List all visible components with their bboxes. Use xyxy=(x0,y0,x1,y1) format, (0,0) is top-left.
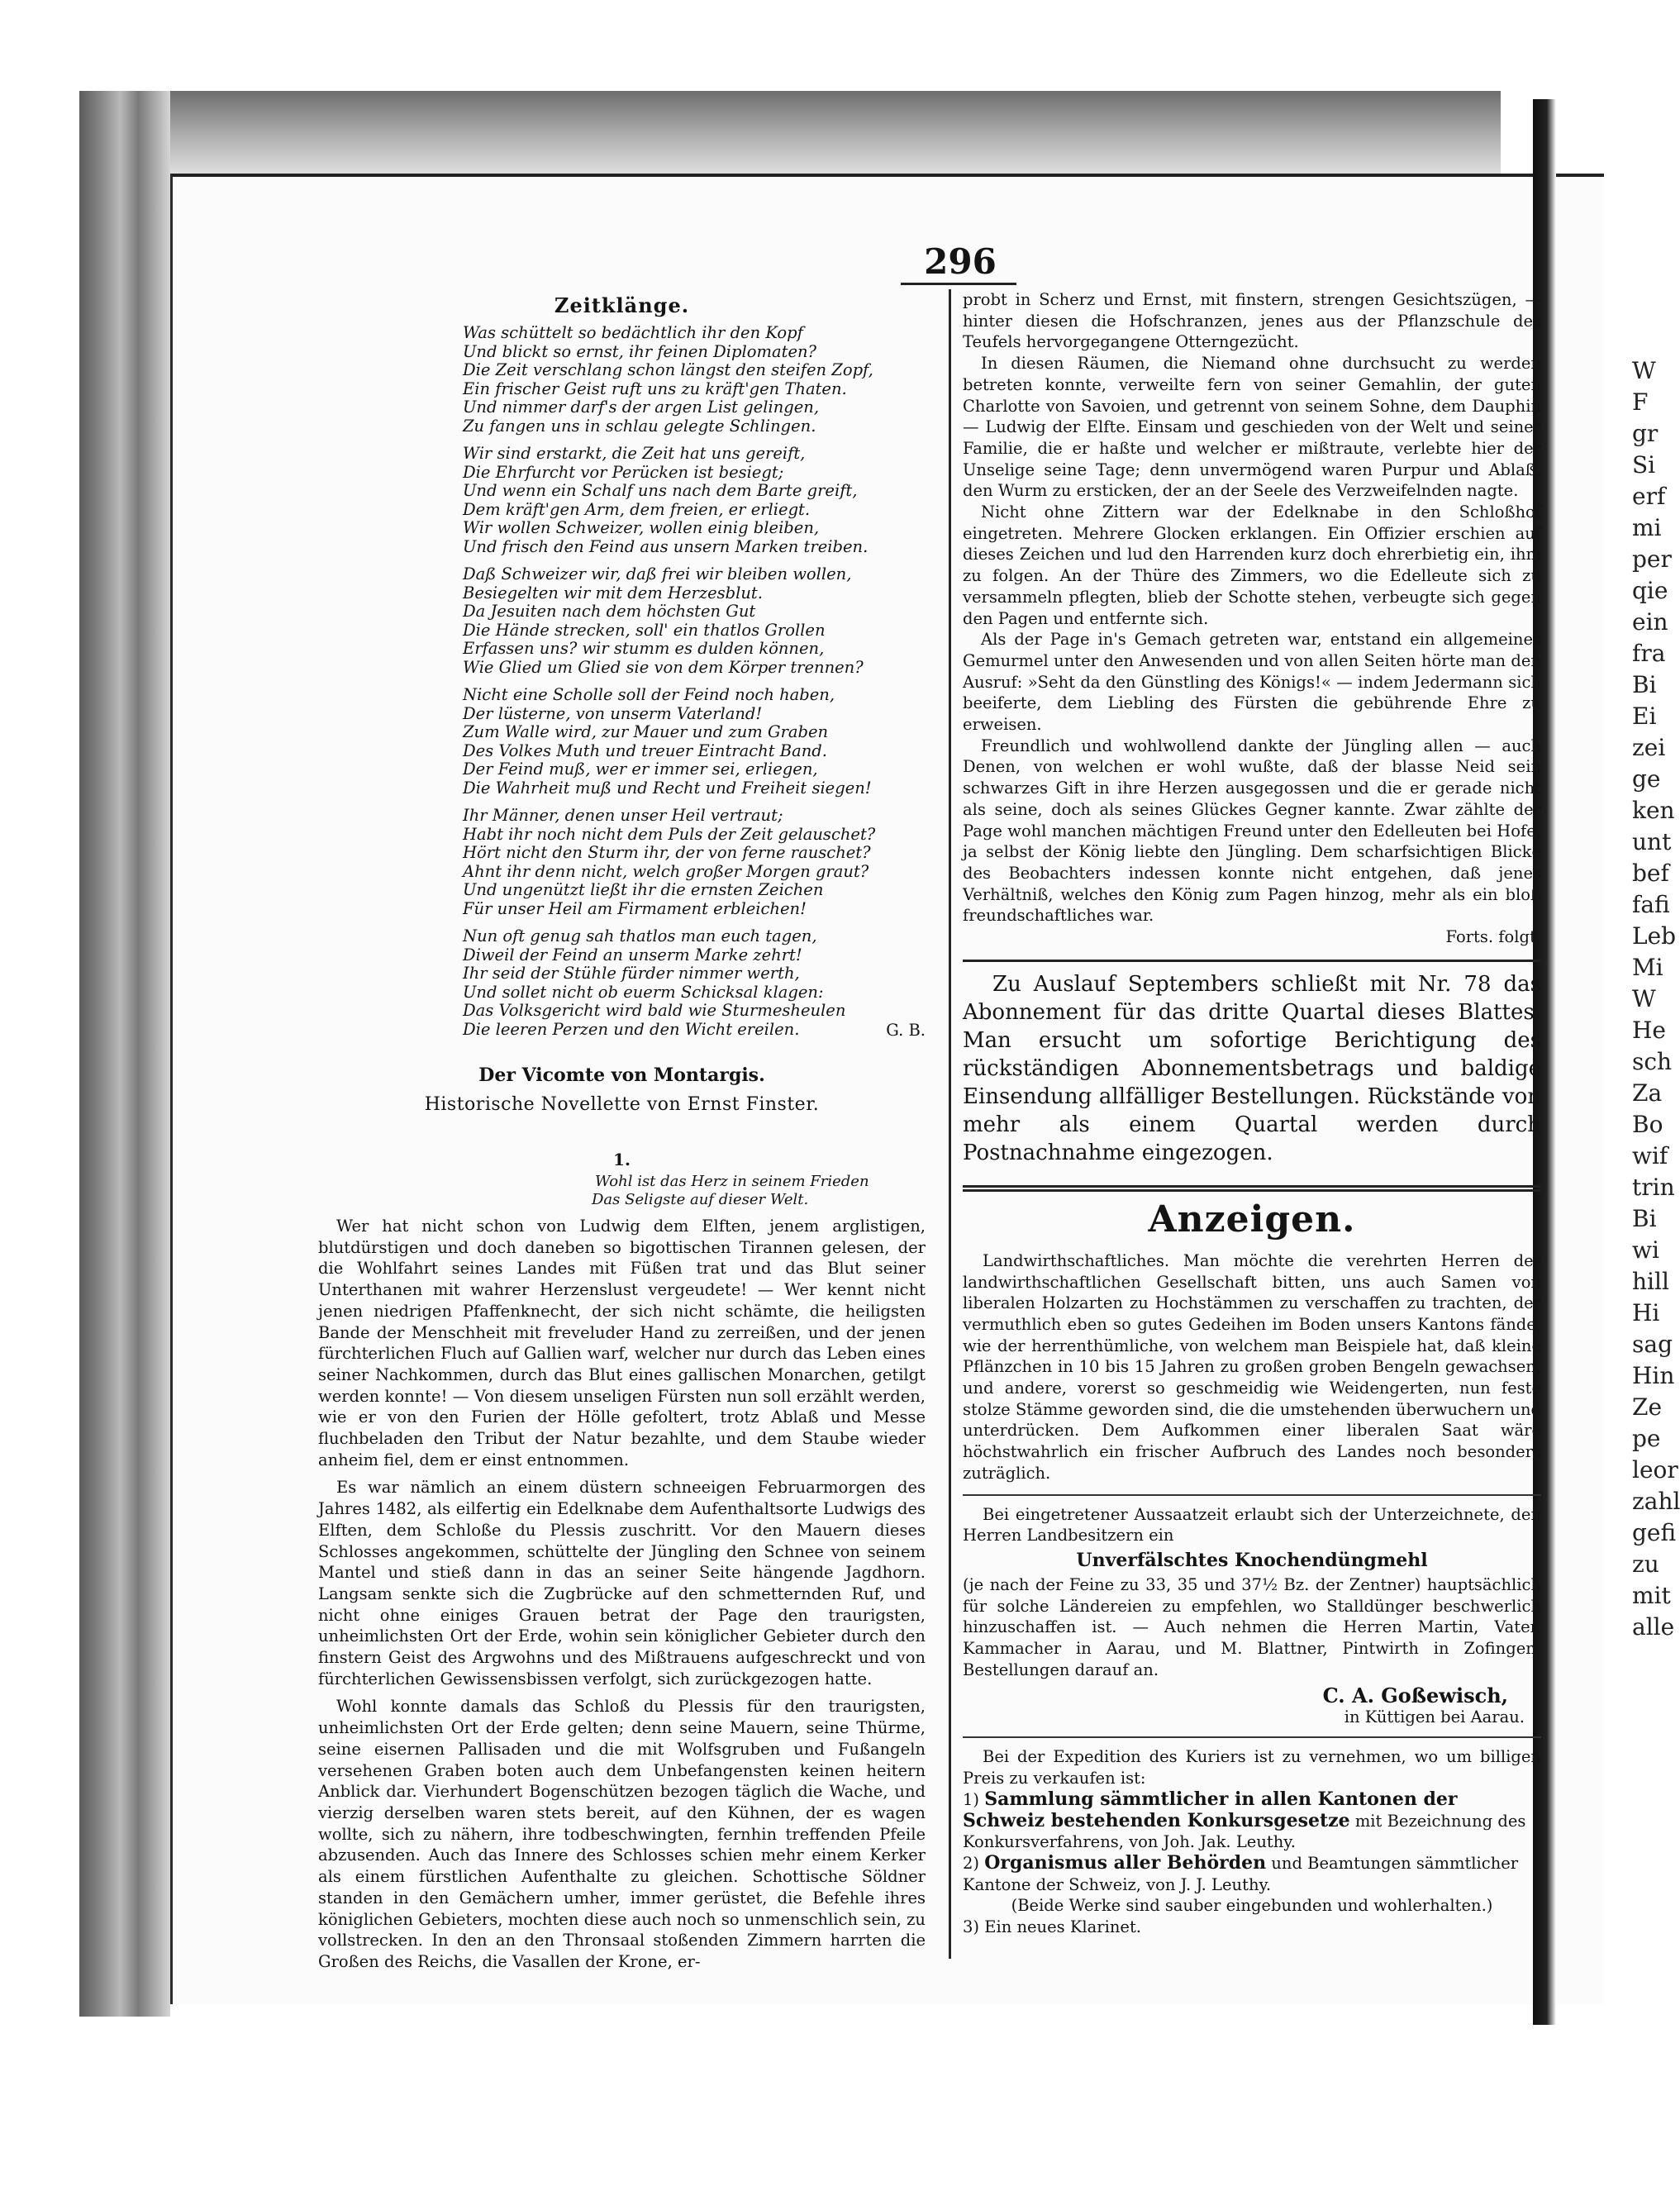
item-text: mit Bezeichnung des Konkursverfahrens, von Joh. Jak. Leuthy. xyxy=(963,1811,1526,1852)
neighbor-fragment: Ze xyxy=(1632,1393,1663,1421)
neighbor-fragment: qie xyxy=(1632,577,1668,604)
neighbor-fragment: Mi xyxy=(1632,954,1663,981)
poem-line: Die Hände strecken, soll' ein thatlos Grollen xyxy=(463,620,826,640)
book-binding-edge xyxy=(79,91,170,2017)
double-rule xyxy=(963,1185,1541,1192)
page-number-rule xyxy=(901,283,1016,285)
neighbor-fragment: sag xyxy=(1632,1331,1673,1358)
poem-stanza xyxy=(463,324,926,436)
ad-duenger-location: in Küttigen bei Aarau. xyxy=(1344,1707,1525,1727)
neighbor-fragment: erf xyxy=(1632,483,1666,510)
chapter-motto xyxy=(592,1173,926,1209)
neighbor-fragment: zei xyxy=(1632,734,1666,761)
ad-duenger-signature: C. A. Goßewisch, xyxy=(1322,1684,1508,1708)
neighbor-fragment: zahl xyxy=(1632,1488,1680,1515)
neighbor-fragment: pe xyxy=(1632,1425,1661,1452)
poem-line: Habt ihr noch nicht dem Puls der Zeit gelauschet? xyxy=(463,824,876,844)
story-subtitle: Historische Novellette von Ernst Finster. xyxy=(424,1094,820,1115)
poem-line: Und ungenützt ließt ihr die ernsten Zeichen xyxy=(463,880,824,899)
item-number: 3) xyxy=(963,1917,980,1937)
poem-line: Die Zeit verschlang schon längst den steifen Zopf, xyxy=(463,360,873,379)
right-column xyxy=(963,289,1541,1938)
item-text: und Beamtungen sämmtlicher Kantone der Schweiz, von J. J. Leuthy. xyxy=(963,1853,1519,1894)
neighbor-fragment: Bi xyxy=(1632,1205,1657,1232)
poem-line: Zu fangen uns in schlau gelegte Schlingen. xyxy=(463,416,816,436)
neighbor-fragment: ge xyxy=(1632,765,1661,793)
story-continuation: In diesen Räumen, die Niemand ohne durchsucht zu werden betreten konnte, verweilte fern von seiner Gemahlin, der guten Charlotte von Savoien, und getrennt von seinem Sohne, dem Dauphin — Ludwig der Elfte. Einsam und geschieden von der Welt und seiner Familie, die er haßte und welcher er mißtraute, verlebte hier der Unselige seine Tage; denn unvermögend waren Purpur und Ablaß, den Wurm zu ersticken, der an der Seele des Verzweifelnden nagte. xyxy=(963,354,1541,501)
neighbor-fragment: wi xyxy=(1632,1236,1659,1264)
poem-line: Nicht eine Scholle soll der Feind noch haben, xyxy=(463,685,835,704)
neighbor-fragment: bef xyxy=(1632,860,1669,887)
ad-duenger-intro: Bei eingetretener Aussaatzeit erlaubt sich der Unterzeichnete, den Herren Landbesitzern ein xyxy=(963,1504,1541,1545)
ad-landwirthschaft: Landwirthschaftliches. Man möchte die verehrten Herren der landwirthschaftlichen Gesellschaft bitten, uns auch Samen von liberalen Holzarten zu Hochstämmen zu verschaffen zu trachten, der vermuthlich eben so gutes Gedeihen im Boden unsers Kantons fände, wie der herrenthümliche, von welchem man Beispiele hat, daß kleine Pflänzchen in 10 bis 15 Jahren zu großen groben Bengeln gewachsen, und andere, vorerst so geschmeidig wie Weidengerten, nun feste stolze Stämme geworden sind, die die umstehenden überwuchern und unterdrücken. Dem Aufkommen einer liberalen Saat wäre höchstwahrlich ein frischer Aufbruch des Landes noch besonders zuträglich. xyxy=(963,1250,1541,1483)
ad-divider xyxy=(963,1736,1541,1738)
neighbor-fragment: gr xyxy=(1632,420,1659,447)
neighbor-fragment: Bo xyxy=(1632,1111,1663,1138)
story-continuation: Freundlich und wohlwollend dankte der Jüngling allen — auch Denen, von welchen er wohl wußte, daß der blasse Neid sein schwarzes Gift in ihre Herzen ausgegossen und die er gerade nicht als seine, doch als seines Glückes Gegner kannte. Zwar zählte der Page wohl manchen mächtigen Freund unter den Edelleuten bei Hofe, ja selbst der König liebte den Jüngling. Dem scharfsichtigen Blicke des Beobachters indessen konnte nicht entgehen, daß jenes Verhältniß, welches den König zum Pagen hinzog, mehr als ein bloß freundschaftliches war. xyxy=(963,736,1541,926)
neighbor-fragment: F xyxy=(1632,388,1649,416)
poem-signature: G. B. xyxy=(886,1021,926,1040)
ad-duenger-product: Unverfälschtes Knochendüngmehl xyxy=(1076,1549,1428,1571)
neighbor-fragment: ein xyxy=(1632,608,1668,636)
neighbor-fragment: Hin xyxy=(1632,1362,1675,1389)
ad-list-note: (Beide Werke sind sauber eingebunden und wohlerhalten.) xyxy=(1011,1896,1493,1916)
neighbor-fragment: Si xyxy=(1632,451,1656,479)
poem-line: Dem kräft'gen Arm, dem freien, er erliegt. xyxy=(463,499,811,519)
poem-line: Für unser Heil am Firmament erbleichen! xyxy=(463,898,807,918)
neighbor-fragment: hill xyxy=(1632,1268,1669,1295)
chapter-number: 1. xyxy=(613,1150,631,1169)
neighbor-fragment: Za xyxy=(1632,1079,1663,1107)
poem-line: Der Feind muß, wer er immer sei, erliegen, xyxy=(463,760,818,779)
story-paragraph: Es war nämlich an einem düstern schneeigen Februarmorgen des Jahres 1482, als eilfertig ein Edelknabe dem Aufenthaltsorte Ludwigs des Elften, dem Schloße du Plessis zuschritt. Vor den Mauern dieses Schlosses angekommen, schüttelte der Jüngling den Schnee von seinem Mantel und stieß dann in das an seiner Seite hängende Jagdhorn. Langsam senkte sich die Zugbrücke auf den schmetternden Ruf, und nicht ohne einiges Grauen betrat der Page den traurigsten, unheimlichsten Ort der Erde, wohin sein königlicher Gebieter durch den finstern Geist des Argwohns und des Mißtrauens aufgeschreckt und von fürchterlichen Gewissensbissen verfolgt, sich zurückgezogen hatte. xyxy=(318,1478,926,1688)
neighbor-fragment: mi xyxy=(1632,514,1662,541)
neighbor-fragment: Bi xyxy=(1632,671,1657,698)
poem-title: Zeitklänge. xyxy=(554,293,690,317)
poem-line: Der lüsterne, von unserm Vaterland! xyxy=(463,703,763,723)
ad-list-item xyxy=(963,1917,1541,1938)
poem-stanza xyxy=(463,686,926,798)
item-title: Sammlung sämmtlicher in allen Kantonen der Schweiz bestehenden Konkursgesetze xyxy=(963,1788,1458,1831)
column-divider xyxy=(949,289,951,1959)
item-text: Ein neues Klarinet. xyxy=(984,1917,1141,1937)
poem-stanza xyxy=(463,807,926,918)
page-number: 296 xyxy=(924,241,997,282)
poem-line: Nun oft genug sah thatlos man euch tagen, xyxy=(463,926,817,945)
neighbor-fragment: Leb xyxy=(1632,922,1677,950)
neighbor-fragment: Ei xyxy=(1632,702,1657,730)
story-paragraph: Wer hat nicht schon von Ludwig dem Elften, jenem arglistigen, blutdürstigen und doch daneben so bigottischen Tirannen gelesen, der die Wohlfahrt seines Landes mit Füßen trat und das Blut seiner Unterthanen mit wahrer Herzenslust vergeudete! — Wer kennt nicht jenen niedrigen Pfaffenknecht, der sich nicht schämte, die heiligsten Bande der Menschheit mit freveluder Hand zu zerreißen, und der jenen fürchterlichen Fluch auf Gallien warf, welcher nur durch das Leben eines seiner Nachkommen, durch das Blut eines gallischen Monarchen, getilgt werden konnte! — Von diesem unseligen Fürsten nun soll erzählt werden, wie er von den Furien der Hölle gefoltert, trotz Ablaß und Messe fluchbeladen den Tribut der Natur bezahlte, und dem Staube wieder anheim fiel, dem er einst entnommen. xyxy=(318,1217,926,1469)
story-title: Der Vicomte von Montargis. xyxy=(478,1064,765,1086)
item-number: 2) xyxy=(963,1853,980,1873)
neighbor-fragment: Hi xyxy=(1632,1299,1660,1326)
story-continuation: Als der Page in's Gemach getreten war, entstand ein allgemeines Gemurmel unter den Anwesenden und von allen Seiten hörte man den Ausruf: »Seht da den Günstling des Königs!« — indem Jedermann sich beeiferte, dem Liebling des Fürsten die gebührende Ehre zu erweisen. xyxy=(963,630,1541,735)
neighbor-fragment: mit xyxy=(1632,1582,1671,1609)
neighbor-fragment: wif xyxy=(1632,1142,1668,1169)
poem-line: Ihr Männer, denen unser Heil vertraut; xyxy=(463,806,783,825)
poem-stanza xyxy=(463,445,926,556)
neighbor-fragment: gefi xyxy=(1632,1519,1677,1546)
ad-divider xyxy=(963,1494,1541,1496)
poem-line: Ahnt ihr denn nicht, welch großer Morgen graut? xyxy=(463,861,869,881)
poem-line: Wir sind erstarkt, die Zeit hat uns gereift, xyxy=(463,444,806,463)
ad-list-item xyxy=(963,1853,1541,1895)
neighbor-fragment: trin xyxy=(1632,1174,1675,1201)
item-title: Organismus aller Behörden xyxy=(984,1851,1267,1874)
poem-line: Ein frischer Geist ruft uns zu kräft'gen Thaten. xyxy=(463,379,847,398)
poem-line: Und sollet nicht ob euerm Schicksal klagen: xyxy=(463,982,824,1002)
poem-line: Da Jesuiten nach dem höchsten Gut xyxy=(463,602,756,621)
motto-line: Wohl ist das Herz in seinem Frieden xyxy=(595,1173,869,1190)
poem-line: Und nimmer darf's der argen List gelingen, xyxy=(463,398,820,417)
neighbor-fragment: ken xyxy=(1632,797,1675,824)
scan-shadow-top xyxy=(79,91,1501,182)
neighbor-fragment: He xyxy=(1632,1017,1666,1044)
neighbor-fragment: unt xyxy=(1632,828,1672,855)
poem-line: Erfassen uns? wir stumm es dulden können, xyxy=(463,639,825,658)
poem-line: Und wenn ein Schalf uns nach dem Barte greift, xyxy=(463,481,858,500)
poem-line: Des Volkes Muth und treuer Eintracht Band. xyxy=(463,741,827,760)
poem-line: Zum Walle wird, zur Mauer und zum Graben xyxy=(463,722,829,741)
poem-line: Und blickt so ernst, ihr feinen Diplomaten? xyxy=(463,341,817,361)
poem xyxy=(463,324,926,1039)
neighbor-fragment: fra xyxy=(1632,640,1666,667)
continued-note: Forts. folgt. xyxy=(1445,927,1541,947)
ads-heading: Anzeigen. xyxy=(1148,1198,1356,1241)
poem-line: Ihr seid der Stühle fürder nimmer werth, xyxy=(463,964,800,983)
story-paragraph: Wohl konnte damals das Schloß du Plessis für den traurigsten, unheimlichsten Ort der Erde gelten; denn seine Mauern, seine Thürme, seine eisernen Pallisaden und die mit Wolfsgruben und Fußangeln versehenen Graben boten auch dem Unbefangensten keinen heitern Anblick dar. Vierhundert Bogenschützen bezogen täglich die Wache, und vierzig derselben waren stets bereit, auf den Kühnen, der es wagen wollte, sich zu nähern, ihre todbeschwingten, fernhin treffenden Pfeile abzusenden. Auch das Innere des Schlosses schien mehr einem Kerker als einem fürstlichen Aufenthalte zu gleichen. Schottische Söldner standen in den Gemächern umher, immer gerüstet, die Befehle ihres königlichen Gebieters, mochten diese auch noch so unmenschlich sein, zu vollstrecken. In den an den Thronsaal stoßenden Zimmern harrten die Großen des Reichs, die Vasallen der Krone, er- xyxy=(318,1697,926,1971)
poem-line: Besiegelten wir mit dem Herzesblut. xyxy=(463,583,763,602)
divider-rule xyxy=(963,960,1541,962)
poem-line: Wir wollen Schweizer, wollen einig bleiben, xyxy=(463,518,820,537)
neighbor-fragment: fafi xyxy=(1632,891,1670,918)
neighbor-fragment: leor xyxy=(1632,1456,1678,1484)
item-number: 1) xyxy=(963,1789,980,1809)
poem-line: Was schüttelt so bedächtlich ihr den Kopf xyxy=(463,323,803,342)
poem-line: Die Wahrheit muß und Recht und Freiheit siegen! xyxy=(463,778,872,798)
story-continuation: probt in Scherz und Ernst, mit finstern, strengen Gesichtszügen, — hinter diesen die Hofschranzen, jenes aus der Pflanzschule des Teufels hervorgegangene Otterngezücht. xyxy=(963,290,1541,352)
poem-line: Das Volksgericht wird bald wie Sturmesheulen xyxy=(463,1001,846,1020)
motto-line: Das Seligste auf dieser Welt. xyxy=(592,1191,809,1208)
story-continuation: Nicht ohne Zittern war der Edelknabe in den Schloßhof eingetreten. Mehrere Glocken erklangen. Ein Offizier erschien auf dieses Zeichen und lud den Harrenden kurz doch ehrerbietig ein, ihm zu folgen. An der Thüre des Zimmers, wo die Edelleute sich zu versammeln pflegten, blieb der Schotte stehen, verbeugte sich gegen den Pagen und entfernte sich. xyxy=(963,502,1541,628)
poem-line: Die Ehrfurcht vor Perücken ist besiegt; xyxy=(463,462,784,482)
poem-line: Hört nicht den Sturm ihr, der von ferne rauschet? xyxy=(463,843,871,862)
left-column xyxy=(318,293,926,1973)
neighbor-fragment: sch xyxy=(1632,1048,1673,1075)
neighbor-fragment: per xyxy=(1632,545,1672,573)
poem-line: Und frisch den Feind aus unsern Marken treiben. xyxy=(463,536,869,556)
ad-duenger-body: (je nach der Feine zu 33, 35 und 37½ Bz. der Zentner) hauptsächlich für solche Ländereien zu empfehlen, wo Stalldünger beschwerlich hinzuschaffen ist. — Auch nehmen die Herren Martin, Vater, Kammacher in Aarau, und M. Blattner, Pintwirth in Zofingen, Bestellungen darauf an. xyxy=(963,1574,1541,1679)
ad-expedition-intro: Bei der Expedition des Kuriers ist zu vernehmen, wo um billigen Preis zu verkaufen ist: xyxy=(963,1747,1541,1788)
poem-line: Daß Schweizer wir, daß frei wir bleiben wollen, xyxy=(463,564,852,583)
neighbor-fragment: zu xyxy=(1632,1550,1659,1578)
poem-line: Diweil der Feind an unserm Marke zehrt! xyxy=(463,945,802,964)
poem-line: Die leeren Perzen und den Wicht ereilen. xyxy=(463,1019,800,1039)
neighbor-fragment: alle xyxy=(1632,1613,1675,1641)
ad-list-item xyxy=(963,1789,1541,1853)
subscription-notice: Zu Auslauf Septembers schließt mit Nr. 78 das Abonnement für das dritte Quartal dieses Blattes. Man ersucht um sofortige Berichtigung des rückständigen Abonnementsbetrags und baldige Einsendung allfälliger Bestellungen. Rückstände von mehr als einem Quartal werden durch Postnachnahme eingezogen. xyxy=(963,971,1541,1165)
neighbor-fragment: W xyxy=(1632,985,1656,1012)
neighbor-page-fragment xyxy=(1632,355,1680,1967)
poem-stanza xyxy=(463,565,926,677)
poem-line: Wie Glied um Glied sie von dem Körper trennen? xyxy=(463,657,864,677)
neighbor-fragment: W xyxy=(1632,357,1656,384)
